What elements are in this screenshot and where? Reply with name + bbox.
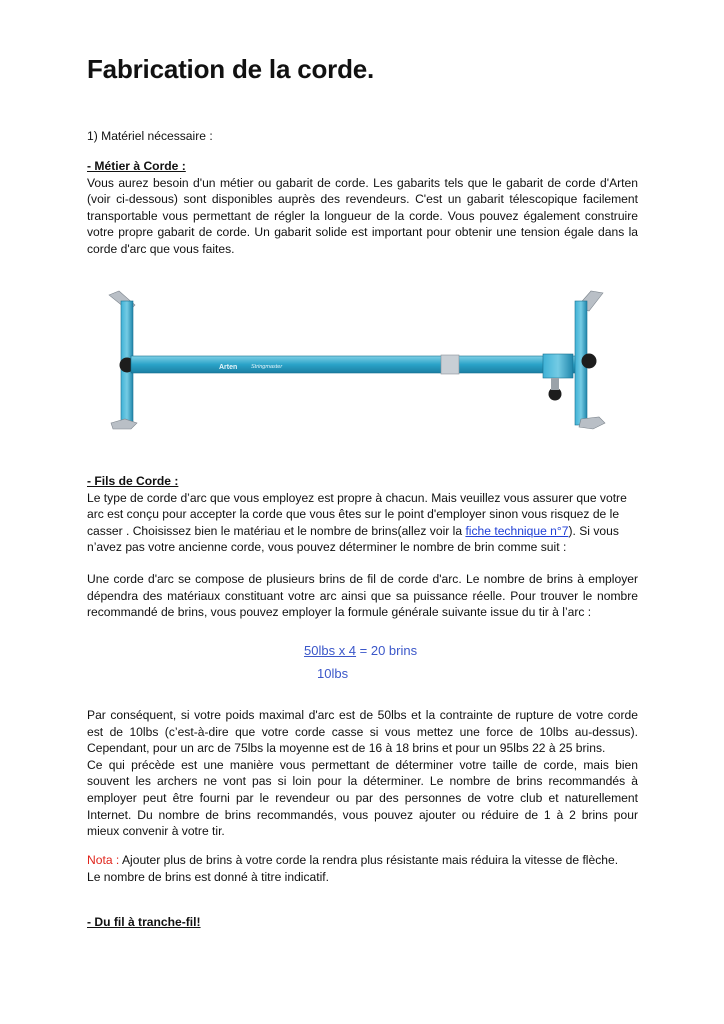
nota-text: Ajouter plus de brins à votre corde la rendra plus résistante mais réduira la vitesse de flèche. [119, 853, 619, 867]
model-label: Stringmaster [251, 364, 283, 370]
fiche-technique-link[interactable]: fiche technique n°7 [465, 523, 569, 538]
formula-result: = 20 brins [356, 643, 418, 658]
conclusion-line: Cependant, pour un arc de 75lbs la moyenne est de 16 à 18 brins et pour un 95lbs 22 à 25 brins. [87, 741, 606, 756]
conclusion-line: Par conséquent, si votre poids maximal d'arc est de 50lbs et la contrainte de rupture de votre corde [87, 708, 638, 722]
conclusion-line: est de 10lbs (c’est-à-dire que votre corde casse si vous mettez une force de 10lbs au-dessus). [87, 724, 638, 739]
right-post [575, 291, 605, 429]
nota-line [87, 852, 638, 869]
brand-label: Arten [219, 364, 238, 371]
nota-label: Nota : [87, 853, 120, 867]
string-jig-image [95, 283, 615, 438]
conclusion-line: employer peut être fourni par le revendeur ou par des personnes de votre club et naturellement [87, 790, 638, 805]
section-heading-tranche-fil [87, 914, 638, 931]
fils-block [87, 473, 638, 556]
strands-line: recommandé de brins, vous pouvez employer la formule générale suivante issue du tir à l’arc : [87, 605, 592, 620]
strands-paragraph [87, 571, 638, 621]
conclusion-line: souvent les archers ne vont pas si loin pour la déterminer. Le nombre de brins recommandés à [87, 774, 638, 789]
main-bar [131, 354, 579, 401]
metier-line: (voir ci-dessous) sont disponibles auprès des revendeurs. C'est un gabarit télescopique facilement [87, 192, 638, 207]
metier-line: Vous aurez besoin d'un métier ou gabarit de corde. Les gabarits tels que le gabarit de corde d'Arten [87, 175, 638, 190]
metier-line: corde d'arc que vous faites. [87, 241, 235, 256]
strands-line: dépendra des matériaux constituant votre arc ainsi que sa puissance réelle. Pour trouver le nombre [87, 588, 638, 603]
conclusion-paragraph [87, 707, 638, 840]
metier-line: transportable vous permettant de régler la longueur de la corde. Vous pouvez également construire [87, 208, 638, 223]
formula-denominator: 10lbs [317, 666, 349, 681]
formula-numerator-value: 50lbs x 4 [304, 643, 357, 658]
nota-block [87, 852, 638, 885]
fils-heading: - Fils de Corde : [87, 474, 179, 488]
conclusion-line: Ce qui précède est une manière vous permettant de déterminer votre taille de corde, mais bien [87, 757, 638, 772]
metier-heading: - Métier à Corde : [87, 159, 186, 173]
strands-line: Une corde d'arc se compose de plusieurs brins de fil de corde d'arc. Le nombre de brins à employer [87, 572, 638, 586]
metier-block [87, 158, 638, 258]
tranche-fil-heading: - Du fil à tranche-fil! [87, 915, 201, 929]
fils-line3-text: casser . Choisissez bien le matériau et le nombre de brins(allez voir la [87, 523, 466, 538]
fils-line: arc est conçu pour accepter la corde que vous êtes sur le point d'employer sinon vous risquez de le [87, 507, 620, 522]
formula-numerator [304, 643, 417, 658]
fils-line: Le type de corde d’arc que vous employez est propre à chacun. Mais veuillez vous assurer que votre [87, 490, 627, 505]
fils-line: n’avez pas votre ancienne corde, vous pouvez déterminer le nombre de brin comme suit : [87, 540, 567, 555]
metier-line: votre propre gabarit de corde. Un gabarit solide est important pour obtenir une tension égale dans la [87, 225, 638, 240]
conclusion-line: Internet. Du nombre de brins recommandés, vous pouvez ajouter ou réduire de 1 à 2 brins pour [87, 807, 638, 822]
section-heading-materiel: 1) Matériel nécessaire : [87, 129, 213, 143]
fils-line3-end: ). Si vous [568, 523, 619, 538]
conclusion-line: mieux convenir à votre tir. [87, 824, 225, 839]
page-title: Fabrication de la corde. [87, 54, 375, 84]
nota-line: Le nombre de brins est donné à titre indicatif. [87, 869, 330, 884]
fils-line-with-link [87, 523, 638, 540]
